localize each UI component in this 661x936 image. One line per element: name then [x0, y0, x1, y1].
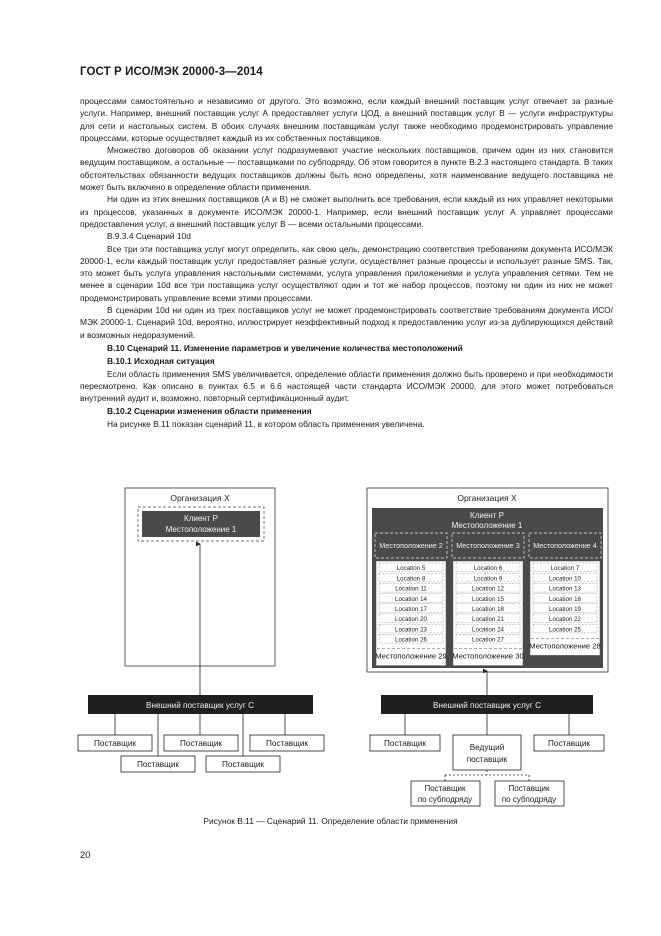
supplier-label: Поставщик: [94, 739, 136, 748]
subcontractor-label: по субподряду: [417, 795, 473, 804]
right-diagram: [367, 488, 608, 806]
location-row-label: Location 24: [472, 626, 504, 634]
location-row-label: Location 11: [395, 585, 427, 593]
location-bottom-label: Местоположение 28: [529, 641, 601, 651]
provider-label: Внешний поставщик услуг С: [146, 701, 254, 710]
supplier-label: Поставщик: [548, 739, 590, 748]
location-row-label: Location 26: [395, 636, 427, 644]
supplier-label: Поставщик: [137, 760, 179, 769]
location-bottom-label: Местоположение 30: [452, 651, 524, 661]
subcontractor-label: Поставщик: [508, 784, 550, 793]
location-row-label: Location 18: [472, 606, 504, 613]
location-row-label: Location 13: [549, 585, 581, 593]
location-row-label: Location 8: [396, 575, 426, 583]
location-group-title: Местоположение 2: [379, 541, 443, 550]
location-row-label: Location 22: [549, 616, 581, 624]
location-row-label: Location 15: [472, 595, 504, 603]
location-row-label: Location 16: [549, 595, 581, 603]
location-row-label: Location 6: [473, 565, 503, 573]
supplier-label: Поставщик: [266, 739, 308, 748]
section-heading: В.10.1 Исходная ситуация: [107, 356, 215, 367]
paragraph: В сценарии 10d ни один из трех поставщиков услуг не может продемонстрировать соответствие требованиям документа ИСО/МЭК 20000-1. Сценарий 10d, вероятно, иллюстрирует неэффективный подход к предоставлению услуг из-за дублирующихся действий и возможных недоразумений.: [80, 305, 613, 340]
left-diagram: [78, 488, 324, 772]
supplier-label: Поставщик: [222, 760, 264, 769]
paragraph: Если область применения SMS увеличивается, определение области применения должно быть проверено и при необходимости пересмотрено. Как описано в пунктах 6.5 и 6.6 настоящей части стандарта ИСО/МЭК 20000, для этого может потребоваться внутренний аудит и, возможно, повторный сертификационный аудит.: [80, 368, 613, 404]
location-row-label: Location 19: [549, 606, 581, 613]
client-label: Клиент Р: [470, 511, 504, 520]
subsection-heading: В.9.3.4 Сценарий 10d: [107, 231, 191, 242]
client-location: Местоположение 1: [451, 521, 523, 530]
section-heading: В.10.2 Сценарии изменения области применения: [107, 406, 312, 417]
subcontractor-label: Поставщик: [424, 784, 466, 793]
lead-supplier-label: поставщик: [466, 755, 508, 764]
client-label: Клиент Р: [184, 514, 218, 523]
location-group-title: Местоположение 4: [533, 541, 597, 550]
figure-caption: Рисунок В.11 — Сценарий 11. Определение области применения: [203, 816, 458, 826]
paragraph: На рисунке В.11 показан сценарий 11, в котором область применения увеличена.: [107, 418, 425, 429]
subcontractor-label: по субподряду: [501, 795, 557, 804]
org-title: Организация X: [170, 493, 230, 503]
location-row-label: Location 9: [473, 575, 503, 583]
org-title: Организация X: [457, 493, 517, 503]
paragraph: процессами самостоятельно и независимо от другого. Это возможно, если каждый внешний поставщик услуг отвечает за разные услуги. Например, внешний поставщик услуг А предоставляет услуги ЦОД, а внешний поставщик услуг В — услуги инфраструктуры для сети и настольных систем. В обоих случаях внешним поставщикам услуг также необходимо продемонстрировать управление процессами, которые осуществляет каждый из их собственных поставщиков.: [80, 96, 613, 143]
location-row-label: Location 17: [395, 606, 427, 613]
location-row-label: Location 12: [472, 585, 504, 593]
location-row-label: Location 10: [549, 575, 581, 583]
location-row-label: Location 14: [395, 595, 427, 603]
location-row-label: Location 23: [395, 626, 427, 634]
location-group-title: Местоположение 3: [456, 541, 520, 550]
supplier-label: Поставщик: [384, 739, 426, 748]
section-heading: В.10 Сценарий 11. Изменение параметров и увеличение количества местоположений: [107, 342, 463, 353]
location-row-label: Location 5: [396, 565, 426, 573]
location-row-label: Location 7: [550, 565, 580, 573]
lead-supplier-box: [453, 735, 521, 770]
page-header: ГОСТ Р ИСО/МЭК 20000-3—2014: [80, 66, 263, 78]
location-row-label: Location 20: [395, 616, 427, 624]
location-row-label: Location 21: [472, 616, 504, 624]
location-row-label: Location 27: [472, 636, 504, 644]
location-bottom-label: Местоположение 29: [375, 651, 447, 661]
lead-supplier-label: Ведущий: [469, 743, 505, 752]
paragraph: Все три эти поставщика услуг могут определить, как свою цель, демонстрацию соответствия требованиям документа ИСО/МЭК 20000-1, если каждый поставщик услуг предоставляет разные услуги, осуществляет разные процессы и использует разные SMS. Так, это может быть услуга управления настольными системами, услуга управления приложениями и услуга управления сетями. Тем не менее в сценарии 10d все три поставщика услуг осуществляют один и тот же набор процессов, поэтому ни один из них не может продемонстрировать управление всеми этими процессами.: [80, 243, 613, 303]
paragraph: Ни один из этих внешних поставщиков (А и В) не сможет выполнить все требования, если каждый из них управляет некоторыми из процессов, указанных в документе ИСО/МЭК 20000-1. Например, если внешний поставщик услуг А управляет процессами предоставления услуг, а внешний поставщик услуг В — всеми остальными процессами.: [80, 194, 613, 229]
page-number: 20: [80, 850, 91, 861]
supplier-label: Поставщик: [180, 739, 222, 748]
client-location: Местоположение 1: [165, 525, 237, 534]
location-row-label: Location 25: [549, 626, 581, 634]
provider-label: Внешний поставщик услуг С: [433, 701, 541, 710]
paragraph: Множество договоров об оказании услуг подразумевают участие нескольких поставщиков, причем один из них становится ведущим поставщиком, а остальные — поставщиками по субподряду. Об этом говорится в пункте В.2.3 настоящего стандарта. В таких обстоятельствах обязанности ведущих поставщиков должны быть ясно определены, хотя наименование ведущего поставщика не может быть включено в определение области применения.: [80, 145, 613, 193]
